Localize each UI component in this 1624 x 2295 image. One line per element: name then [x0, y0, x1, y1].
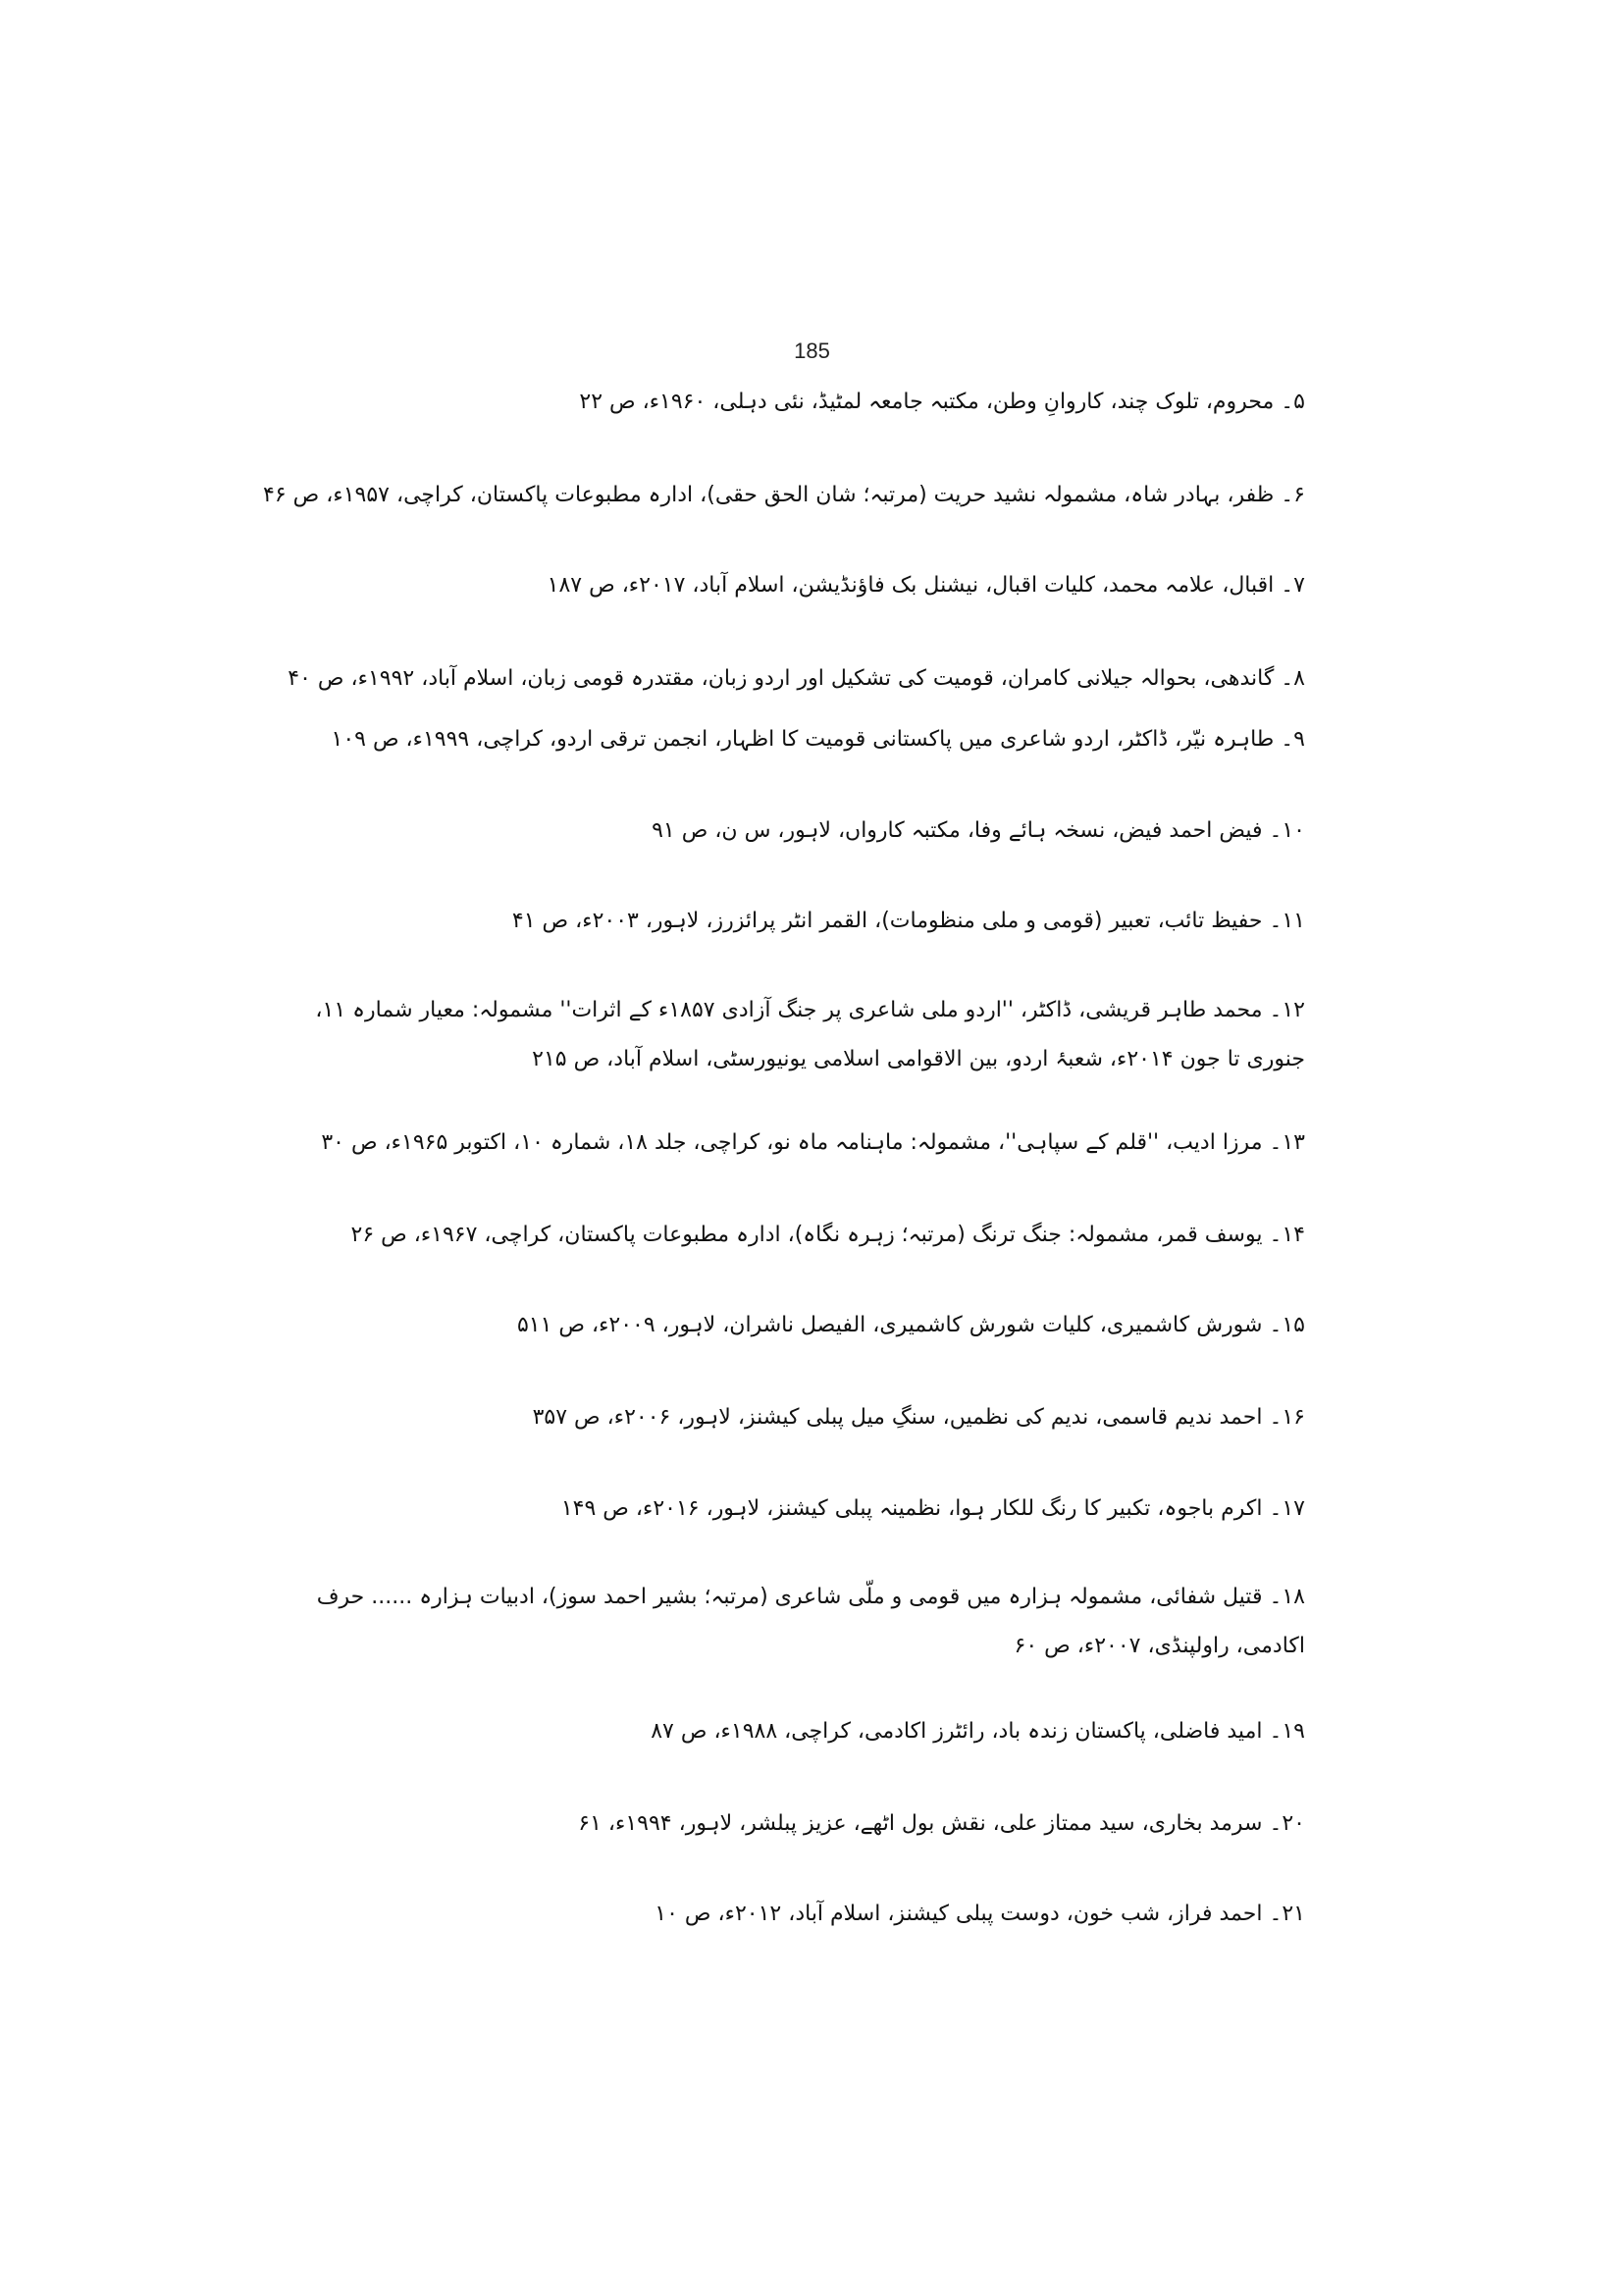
- reference-9: ۹۔ طاہرہ نیّر، ڈاکٹر، اردو شاعری میں پاکستانی قومیت کا اظہار، انجمن ترقی اردو، کراچی، ۱۹۹۹ء، ص ۱۰۹: [331, 727, 1305, 752]
- reference-5: ۵۔ محروم، تلوک چند، کاروانِ وطن، مکتبہ جامعہ لمٹیڈ، نئی دہلی، ۱۹۶۰ء، ص ۲۲: [579, 390, 1305, 414]
- reference-16: ۱۶۔ احمد ندیم قاسمی، ندیم کی نظمیں، سنگِ میل پبلی کیشنز، لاہور، ۲۰۰۶ء، ص ۳۵۷: [532, 1405, 1305, 1430]
- reference-8: ۸۔ گاندھی، بحوالہ جیلانی کامران، قومیت کی تشکیل اور اردو زبان، مقتدرہ قومی زبان، اسلام آباد، ۱۹۹۲ء، ص ۴۰: [288, 666, 1305, 691]
- reference-7: ۷۔ اقبال، علامہ محمد، کلیات اقبال، نیشنل بک فاؤنڈیشن، اسلام آباد، ۲۰۱۷ء، ص ۱۸۷: [547, 573, 1305, 598]
- reference-18: ۱۸۔ قتیل شفائی، مشمولہ ہزارہ میں قومی و ملّی شاعری (مرتبہ؛ بشیر احمد سوز)، ادبیات ہزارہ ...... حرف اکادمی، راولپنڈی، ۲۰۰۷ء، ص ۶۰: [316, 1585, 1305, 1658]
- reference-14: ۱۴۔ یوسف قمر، مشمولہ: جنگ ترنگ (مرتبہ؛ زہرہ نگاہ)، ادارہ مطبوعات پاکستان، کراچی، ۱۹۶۷ء، ص ۲۶: [350, 1223, 1305, 1247]
- reference-10: ۱۰۔ فیض احمد فیض، نسخہ ہائے وفا، مکتبہ کارواں، لاہور، س ن، ص ۹۱: [652, 818, 1305, 843]
- reference-13: ۱۳۔ مرزا ادیب، ''قلم کے سپاہی''، مشمولہ: ماہنامہ ماہ نو، کراچی، جلد ۱۸، شمارہ ۱۰، اکتوبر ۱۹۶۵ء، ص ۳۰: [321, 1130, 1305, 1155]
- reference-20: ۲۰۔ سرمد بخاری، سید ممتاز علی، نقش بول اٹھے، عزیز پبلشر، لاہور، ۱۹۹۴ء، ۶۱: [578, 1811, 1305, 1836]
- reference-12: ۱۲۔ محمد طاہر قریشی، ڈاکٹر، ''اردو ملی شاعری پر جنگ آزادی ۱۸۵۷ء کے اثرات'' مشمولہ: معیار شمارہ ۱۱، جنوری تا جون ۲۰۱۴ء، شعبۂ اردو، بین الاقوامی اسلامی یونیورسٹی، اسلام آباد، ص ۲۱۵: [315, 998, 1305, 1071]
- reference-19: ۱۹۔ امید فاضلی، پاکستان زندہ باد، رائٹرز اکادمی، کراچی، ۱۹۸۸ء، ص ۸۷: [651, 1719, 1305, 1744]
- reference-21: ۲۱۔ احمد فراز، شب خون، دوست پبلی کیشنز، اسلام آباد، ۲۰۱۲ء، ص ۱۰: [655, 1902, 1305, 1926]
- reference-6: ۶۔ ظفر، بہادر شاہ، مشمولہ نشید حریت (مرتبہ؛ شان الحق حقی)، ادارہ مطبوعات پاکستان، کراچی، ۱۹۵۷ء، ص ۴۶: [263, 483, 1305, 507]
- reference-11: ۱۱۔ حفیظ تائب، تعبیر (قومی و ملی منظومات)، القمر انٹر پرائزرز، لاہور، ۲۰۰۳ء، ص ۴۱: [511, 909, 1305, 933]
- page-number: 185: [794, 339, 830, 363]
- reference-17: ۱۷۔ اکرم باجوہ، تکبیر کا رنگ للکار ہوا، نظمینہ پبلی کیشنز، لاہور، ۲۰۱۶ء، ص ۱۴۹: [560, 1496, 1305, 1521]
- reference-15: ۱۵۔ شورش کاشمیری، کلیات شورش کاشمیری، الفیصل ناشران، لاہور، ۲۰۰۹ء، ص ۵۱۱: [516, 1313, 1305, 1337]
